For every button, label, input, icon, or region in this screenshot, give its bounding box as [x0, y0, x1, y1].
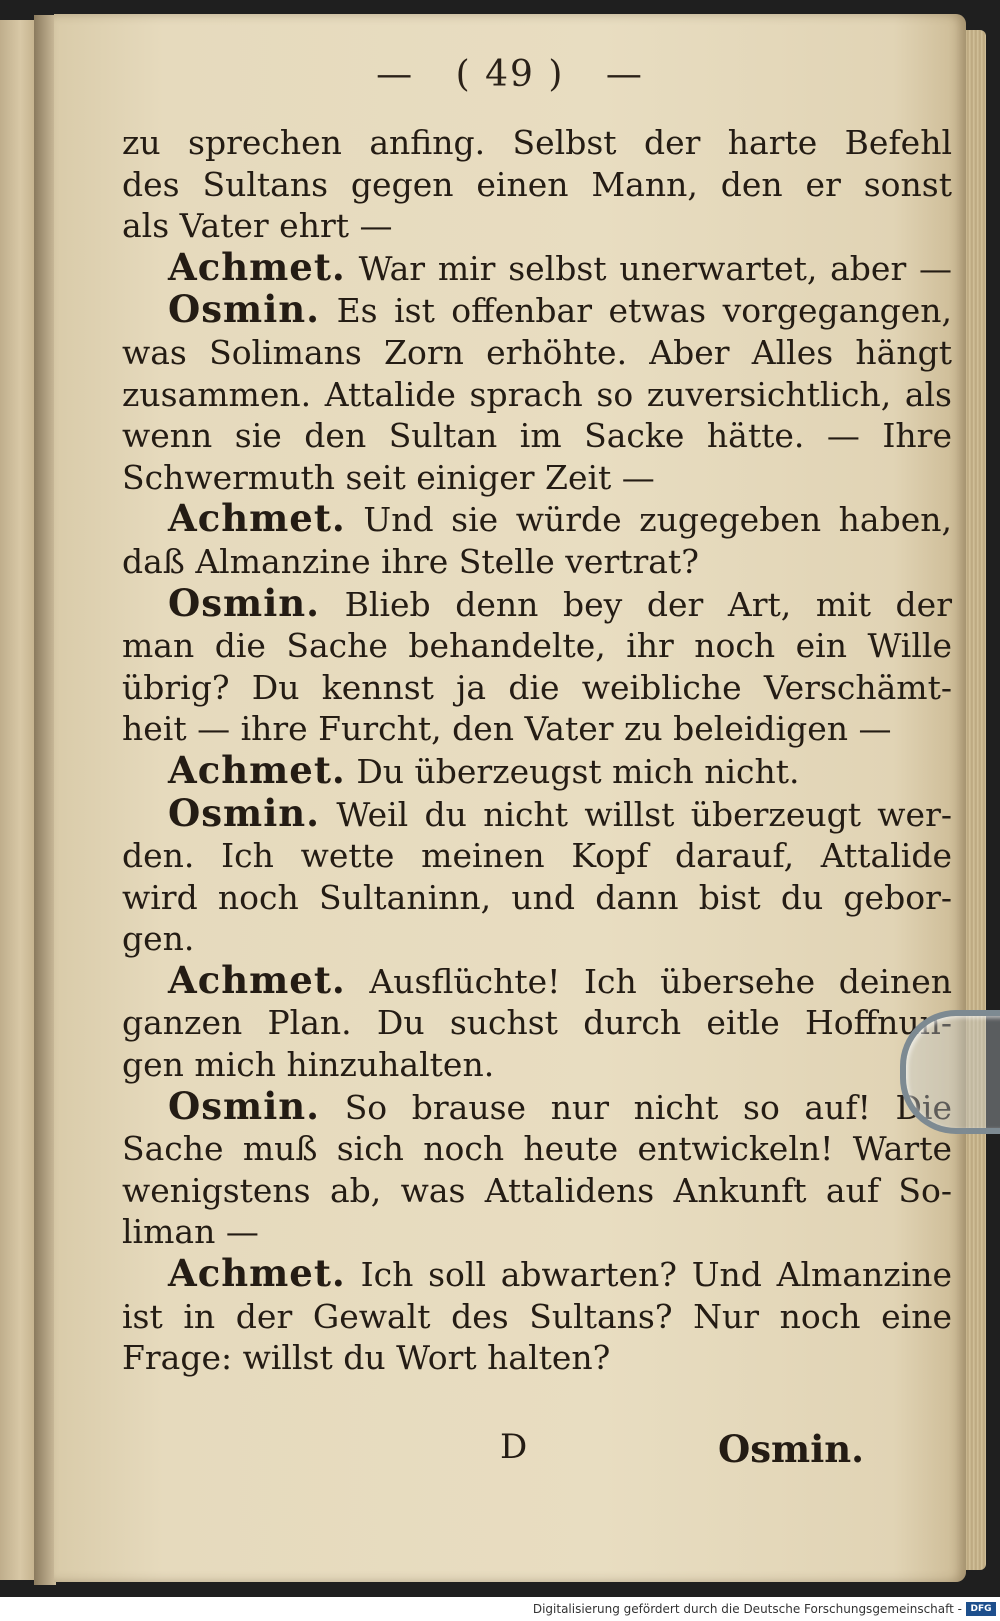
- footer-credit: Digitalisierung gefördert durch die Deutsche Forschungsgemeinschaft -: [532, 1602, 962, 1616]
- text-line: [122, 541, 952, 583]
- text-line: [122, 1170, 952, 1212]
- line-text: Ausflüchte! Ich übersehe deinen: [369, 961, 952, 1001]
- text-line: [122, 332, 952, 374]
- book-page: [54, 14, 966, 1582]
- dialogue-line: [122, 289, 952, 332]
- line-text: War mir selbst unerwartet, aber —: [358, 248, 952, 288]
- speaker-name: Achmet.: [168, 244, 346, 289]
- speaker-name: Osmin.: [168, 287, 321, 332]
- line-text: Blieb denn bey der Art, mit der: [344, 584, 952, 624]
- text-line: [122, 1044, 952, 1086]
- text-line: [122, 1002, 952, 1044]
- line-text: gen.: [122, 919, 195, 959]
- page-number: ( 49 ): [455, 54, 565, 95]
- line-text: Frage: willst du Wort halten?: [122, 1338, 611, 1378]
- text-line: [122, 918, 952, 960]
- header-dash-right: —: [605, 54, 644, 95]
- speaker-name: Achmet.: [168, 1251, 346, 1296]
- line-text: Es ist offenbar etwas vorgegangen,: [336, 291, 952, 331]
- speaker-name: Achmet.: [168, 496, 346, 541]
- line-text: wird noch Sultaninn, und dann bist du gebor-: [122, 877, 952, 917]
- digitization-footer: [0, 1597, 1000, 1621]
- left-page-edge: [0, 20, 36, 1580]
- line-text: den. Ich wette meinen Kopf darauf, Attalide: [122, 836, 952, 876]
- dfg-logo: DFG: [966, 1602, 996, 1616]
- text-line: [122, 877, 952, 919]
- line-text: Und sie würde zugegeben haben,: [363, 500, 952, 540]
- page-header: [54, 54, 966, 95]
- line-text: zusammen. Attalide sprach so zuversichtlich, als: [122, 374, 952, 414]
- dialogue-line: [122, 957, 952, 1003]
- line-text: ist in der Gewalt des Sultans? Nur noch eine: [122, 1296, 952, 1336]
- line-text: ganzen Plan. Du suchst durch eitle Hoffnun-: [122, 1003, 952, 1043]
- line-text: wenigstens ab, was Attalidens Ankunft auf So-: [122, 1170, 952, 1210]
- speaker-name: Osmin.: [168, 1083, 321, 1128]
- line-text: übrig? Du kennst ja die weibliche Verschämt-: [122, 667, 952, 707]
- line-text: Schwermuth seit einiger Zeit —: [122, 457, 655, 497]
- text-line: [122, 457, 952, 499]
- dialogue-line: [122, 498, 952, 541]
- catchword: Osmin.: [718, 1427, 865, 1471]
- header-dash-left: —: [376, 54, 415, 95]
- speaker-name: Osmin.: [168, 580, 321, 625]
- line-text: des Sultans gegen einen Mann, den er sonst: [122, 164, 952, 204]
- speaker-name: Osmin.: [168, 790, 321, 835]
- page-clip: [900, 1010, 1000, 1134]
- line-text: man die Sache behandelte, ihr noch ein Wille: [122, 626, 952, 666]
- line-text: zu sprechen anfing. Selbst der harte Befehl: [122, 123, 952, 162]
- text-line: [122, 1296, 952, 1338]
- text-line: [122, 374, 952, 416]
- line-text: heit — ihre Furcht, den Vater zu beleidigen —: [122, 709, 892, 749]
- text-line: [122, 835, 952, 877]
- dialogue-line: [122, 244, 952, 290]
- text-line: [122, 708, 952, 750]
- line-text: als Vater ehrt —: [122, 206, 393, 246]
- signature-mark: D: [500, 1427, 528, 1467]
- text-line: [122, 1337, 952, 1379]
- line-text: Sache muß sich noch heute entwickeln! Warte: [122, 1129, 952, 1169]
- text-line: [122, 205, 952, 247]
- book-gutter: [34, 15, 56, 1585]
- speaker-name: Achmet.: [168, 957, 346, 1002]
- line-text: Weil du nicht willst überzeugt wer-: [336, 794, 952, 834]
- dialogue-line: [122, 1083, 952, 1129]
- line-text: Du überzeugst mich nicht.: [356, 751, 800, 791]
- text-line: [122, 415, 952, 457]
- text-line: [122, 164, 952, 206]
- line-text: was Solimans Zorn erhöhte. Aber Alles hängt: [122, 332, 952, 372]
- dialogue-line: [122, 747, 952, 793]
- line-text: daß Almanzine ihre Stelle vertrat?: [122, 541, 699, 581]
- line-text: wenn sie den Sultan im Sacke hätte. — Ihre: [122, 416, 952, 456]
- line-text: gen mich hinzuhalten.: [122, 1045, 495, 1085]
- text-line: [122, 122, 952, 164]
- text-line: [122, 1211, 952, 1253]
- text-line: [122, 667, 952, 709]
- dialogue-line: [122, 1253, 952, 1296]
- line-text: So brause nur nicht so auf! Die: [344, 1087, 952, 1127]
- line-text: Ich soll abwarten? Und Almanzine: [360, 1255, 952, 1295]
- text-line: [122, 625, 952, 667]
- dialogue-line: [122, 790, 952, 836]
- text-line: [122, 1128, 952, 1170]
- dialogue-line: [122, 580, 952, 626]
- line-text: liman —: [122, 1212, 259, 1252]
- speaker-name: Achmet.: [168, 747, 346, 792]
- page-text: [122, 122, 952, 1379]
